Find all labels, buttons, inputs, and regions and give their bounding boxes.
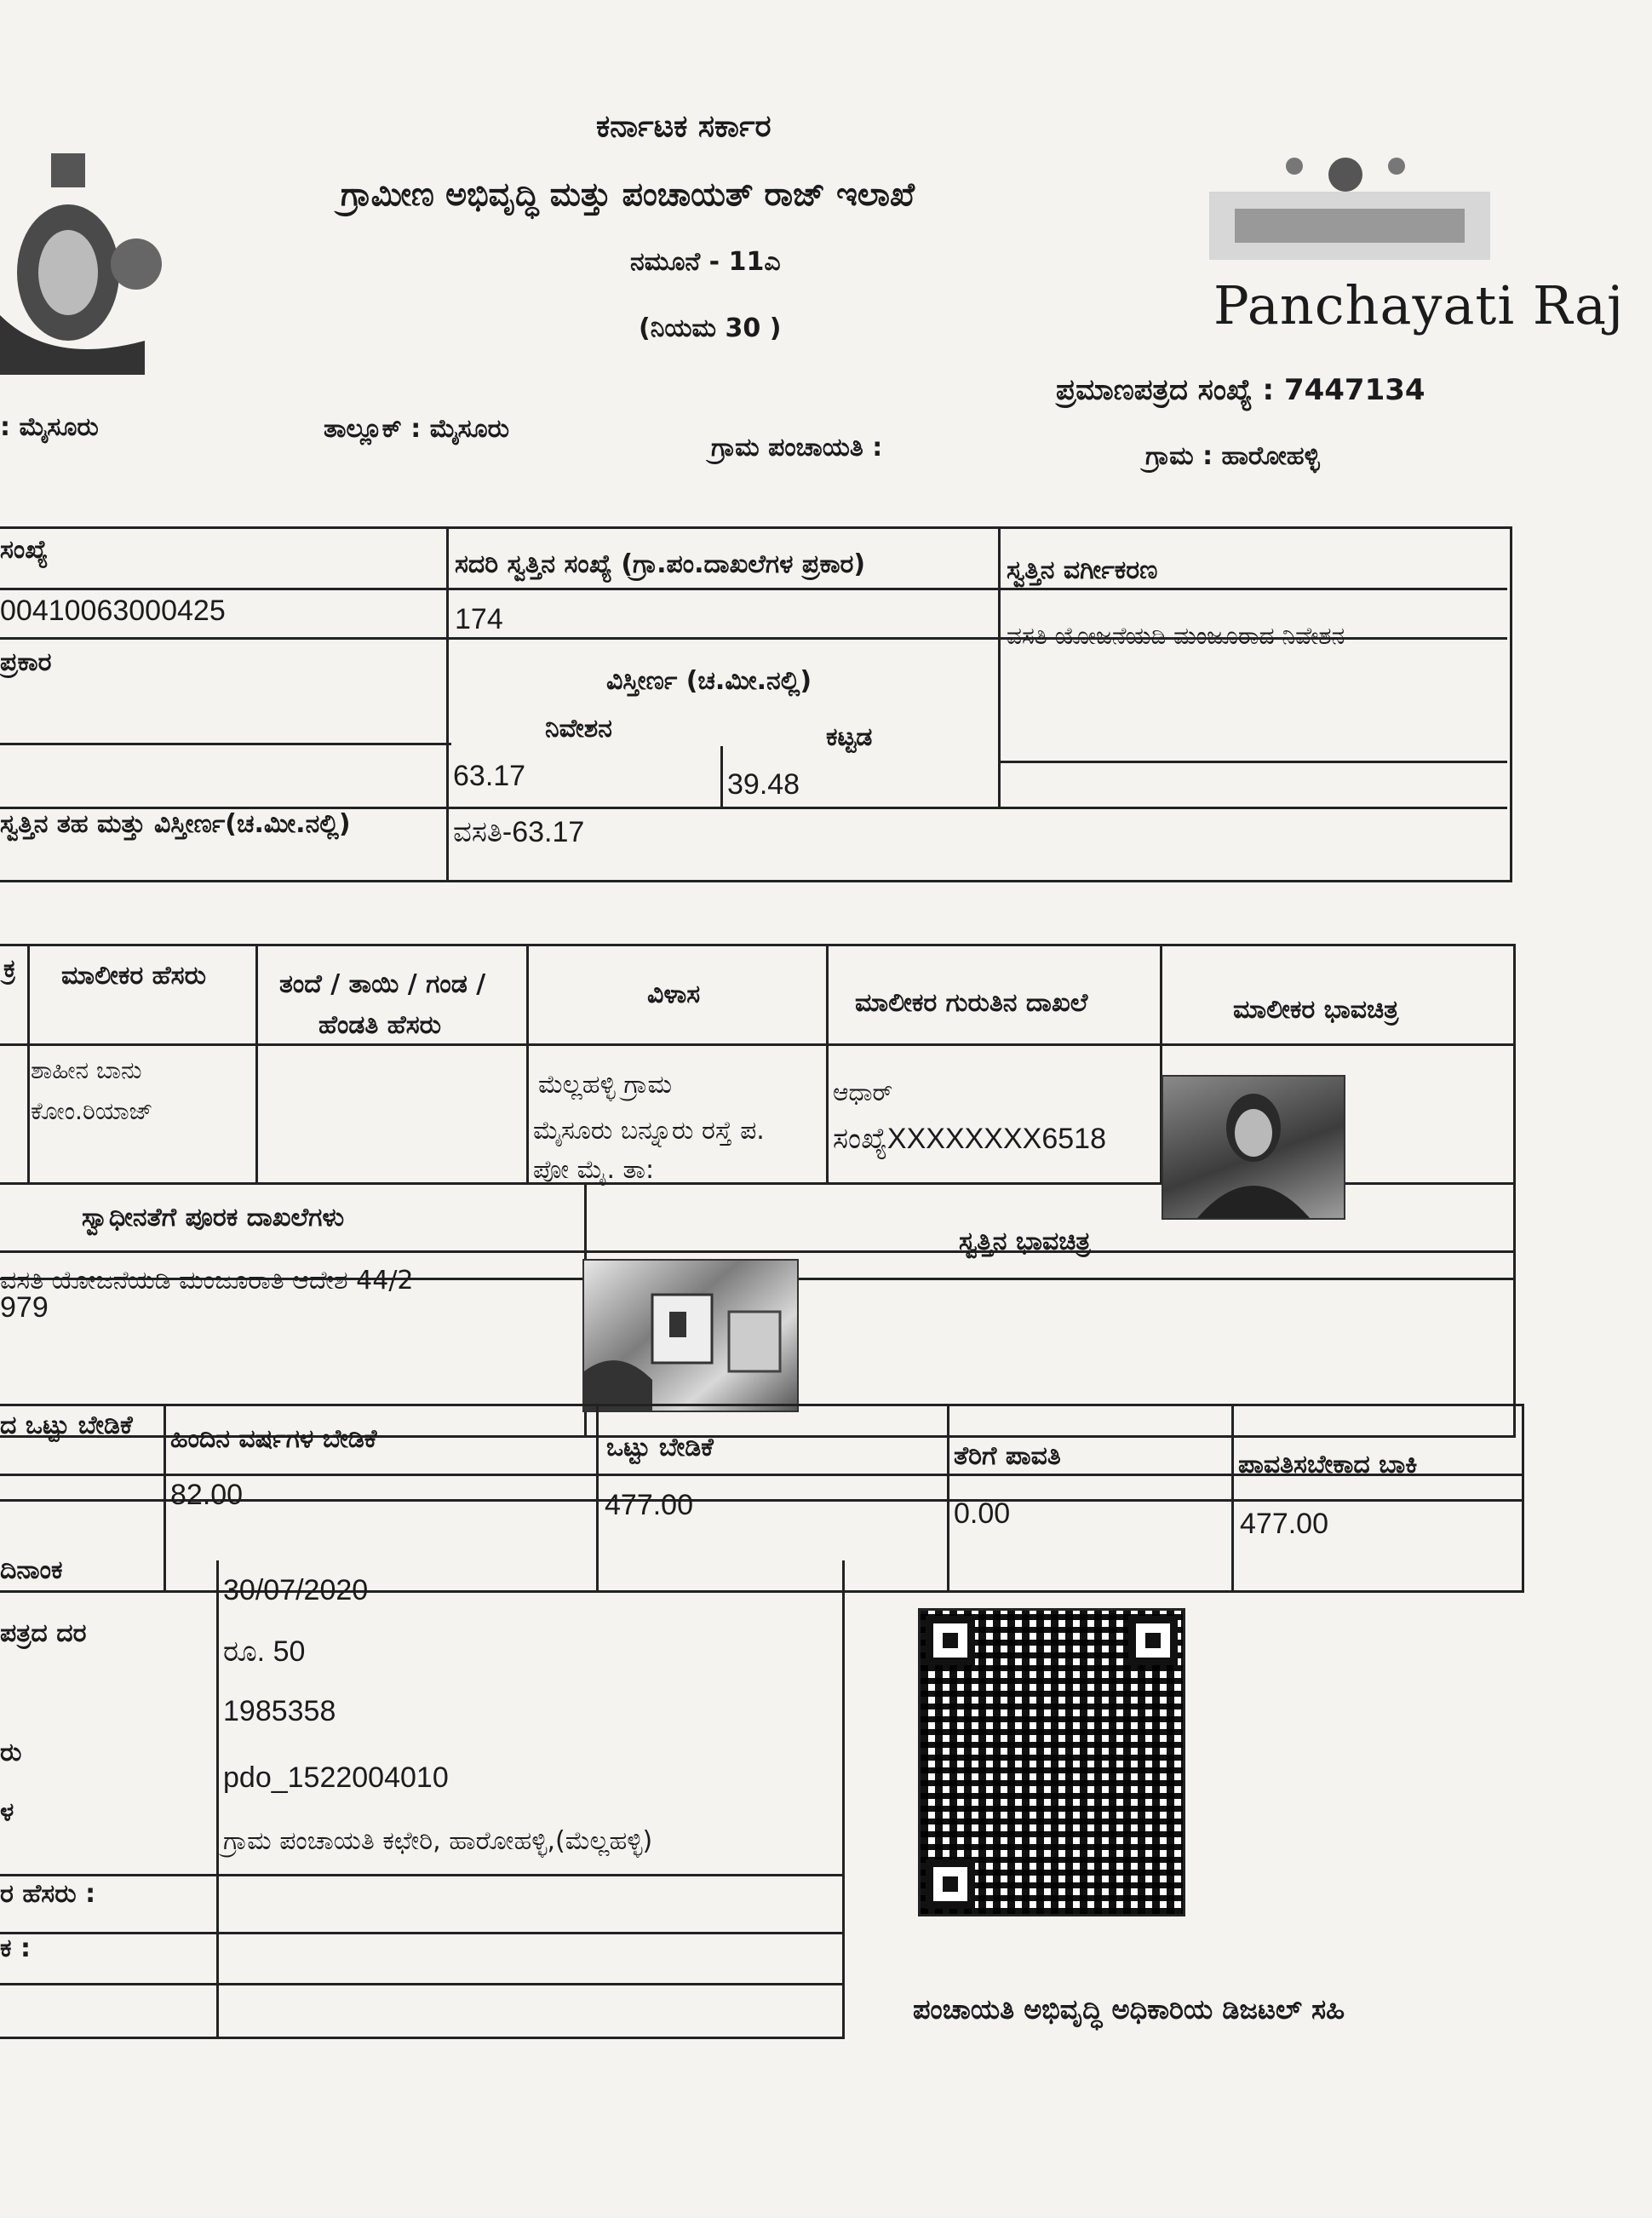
issue-date-label: ದಿನಾಂಕ bbox=[0, 1555, 63, 1585]
issue-officer-id: pdo_1522004010 bbox=[223, 1761, 449, 1794]
issue-sign-label: ಕ : bbox=[0, 1934, 31, 1963]
issue-name-label: ರ ಹೆಸರು : bbox=[0, 1879, 96, 1909]
issue-receipt-no: 1985358 bbox=[223, 1695, 336, 1727]
owner-address-line1: ಮೆಲ್ಲಹಳ್ಳಿ ಗ್ರಾಮ bbox=[538, 1070, 673, 1100]
owner-id-type: ಆಧಾರ್ bbox=[833, 1078, 893, 1106]
village: ಗ್ರಾಮ : ಹಾರೋಹಳ್ಳಿ bbox=[1145, 441, 1320, 471]
tax-total-value: 477.00 bbox=[605, 1489, 693, 1521]
gram-panchayat: ಗ್ರಾಮ ಪಂಚಾಯತಿ : bbox=[711, 433, 883, 463]
property-photo bbox=[582, 1259, 799, 1412]
tax-paid-value: 0.00 bbox=[954, 1497, 1011, 1530]
building-area-value: 39.48 bbox=[727, 768, 800, 801]
owner-address-line2: ಮೈಸೂರು ಬನ್ನೂರು ರಸ್ತೆ ಪ. bbox=[533, 1116, 765, 1146]
issue-label-3: ರು bbox=[0, 1738, 22, 1767]
property-usage-value: ವಸತಿ-63.17 bbox=[453, 816, 585, 848]
verification-qr-code bbox=[918, 1608, 1185, 1916]
property-number-value: 174 bbox=[455, 603, 503, 635]
owner-col-index: ಕ್ರ bbox=[3, 954, 16, 984]
tax-col-current: ದ ಒಟ್ಟು ಬೇಡಿಕೆ bbox=[0, 1411, 133, 1440]
property-number-label: ಸದರಿ ಸ್ವತ್ತಿನ ಸಂಖ್ಯೆ (ಗ್ರಾ.ಪಂ.ದಾಖಲೆಗಳ ಪ್ರಕಾರ) bbox=[455, 549, 866, 579]
form-number: ನಮೂನೆ - 11ಎ bbox=[630, 247, 781, 277]
property-usage-label: ಸ್ವತ್ತಿನ ತಹ ಮತ್ತು ವಿಸ್ತೀರ್ಣ(ಚ.ಮೀ.ನಲ್ಲಿ) bbox=[0, 809, 351, 839]
tax-col-total: ಒಟ್ಟು ಬೇಡಿಕೆ bbox=[606, 1433, 714, 1462]
owner-col-name: ಮಾಲೀಕರ ಹೆಸರು bbox=[61, 961, 207, 991]
taluk: ತಾಲ್ಲೂಕ್ : ಮೈಸೂರು bbox=[324, 414, 510, 444]
property-id-value: 00410063000425 bbox=[0, 595, 226, 627]
owner-col-photo: ಮಾಲೀಕರ ಭಾವಚಿತ್ರ bbox=[1233, 995, 1399, 1025]
property-photo-label: ಸ್ವತ್ತಿನ ಭಾವಚಿತ್ರ bbox=[959, 1227, 1091, 1256]
owner-name-line2: ಕೋಂ.ರಿಯಾಜ್ bbox=[31, 1097, 153, 1125]
property-type-label: ಪ್ರಕಾರ bbox=[0, 647, 52, 677]
panchayati-raj-logo-text: Panchayati Raj bbox=[1213, 274, 1625, 336]
tax-balance-value: 477.00 bbox=[1240, 1508, 1328, 1540]
issue-fee-label: ಪತ್ರದ ದರ bbox=[0, 1618, 87, 1648]
owner-col-parent-line2: ಹೆಂಡತಿ ಹೆಸರು bbox=[318, 1010, 442, 1040]
tax-previous-value: 82.00 bbox=[170, 1479, 244, 1511]
owner-id-number: ಸಂಖ್ಯೆXXXXXXXX6518 bbox=[833, 1123, 1106, 1155]
government-title: ಕರ್ನಾಟಕ ಸರ್ಕಾರ bbox=[596, 109, 772, 144]
owner-name-line1: ಶಾಹೀನ ಬಾನು bbox=[31, 1056, 142, 1084]
state-emblem-icon bbox=[0, 145, 175, 375]
site-area-value: 63.17 bbox=[453, 760, 526, 792]
owner-col-address: ವಿಳಾಸ bbox=[647, 980, 701, 1009]
panchayati-raj-logo-icon bbox=[1209, 149, 1490, 268]
site-label: ನಿವೇಶನ bbox=[545, 714, 612, 744]
owner-col-parent-line1: ತಂದೆ / ತಾಯಿ / ಗಂಡ / bbox=[279, 969, 486, 999]
property-classification-value: ವಸತಿ ಯೋಜನೆಯಡಿ ಮಂಜೂರಾದ ನಿವೇಶನ bbox=[1007, 622, 1345, 650]
signature-caption: ಪಂಚಾಯತಿ ಅಭಿವೃದ್ಧಿ ಅಧಿಕಾರಿಯ ಡಿಜಟಲ್ ಸಹಿ bbox=[913, 1993, 1345, 2026]
issue-label-4: ಳ bbox=[0, 1797, 14, 1827]
owner-address-line3: ಪೋ ಮೈ. ತಾ: bbox=[533, 1155, 655, 1185]
property-classification-label: ಸ್ವತ್ತಿನ ವರ್ಗೀಕರಣ bbox=[1007, 555, 1158, 585]
ownership-docs-line2: 979 bbox=[0, 1291, 49, 1324]
issue-date-value: 30/07/2020 bbox=[223, 1574, 369, 1606]
tax-col-previous: ಹಿಂದಿನ ವರ್ಷಗಳ ಬೇಡಿಕೆ bbox=[170, 1424, 377, 1454]
rule-number: (ನಿಯಮ 30 ) bbox=[639, 313, 782, 343]
owner-col-id-doc: ಮಾಲೀಕರ ಗುರುತಿನ ದಾಖಲೆ bbox=[855, 988, 1088, 1018]
tax-col-paid: ತೆರಿಗೆ ಪಾವತಿ bbox=[954, 1441, 1061, 1471]
area-label: ವಿಸ್ತೀರ್ಣ (ಚ.ಮೀ.ನಲ್ಲಿ) bbox=[606, 666, 812, 696]
department-title: ಗ್ರಾಮೀಣ ಅಭಿವೃದ್ಧಿ ಮತ್ತು ಪಂಚಾಯತ್ ರಾಜ್ ಇಲಾಖೆ bbox=[341, 175, 915, 213]
district: : ಮೈಸೂರು bbox=[0, 412, 99, 442]
tax-col-balance: ಪಾವತಿಸಬೇಕಾದ ಬಾಕಿ bbox=[1238, 1450, 1418, 1480]
ownership-docs-label: ಸ್ವಾಧೀನತೆಗೆ ಪೂರಕ ದಾಖಲೆಗಳು bbox=[82, 1203, 345, 1233]
building-label: ಕಟ್ಟಡ bbox=[826, 722, 873, 752]
issue-office: ಗ್ರಾಮ ಪಂಚಾಯತಿ ಕಛೇರಿ, ಹಾರೋಹಳ್ಳಿ,(ಮೆಲ್ಲಹಳ್ಳಿ) bbox=[223, 1826, 653, 1856]
property-id-label: ಸಂಖ್ಯೆ bbox=[0, 535, 49, 565]
certificate-number: ಪ್ರಮಾಣಪತ್ರದ ಸಂಖ್ಯೆ : 7447134 bbox=[1056, 373, 1425, 407]
issue-table bbox=[0, 1560, 845, 2039]
ownership-docs-line1: ವಸತಿ ಯೋಜನೆಯಡಿ ಮಂಜೂರಾತಿ ಆದೇಶ 44/2 bbox=[0, 1266, 414, 1296]
owner-photo bbox=[1162, 1075, 1345, 1220]
issue-fee-value: ರೂ. 50 bbox=[223, 1635, 306, 1668]
